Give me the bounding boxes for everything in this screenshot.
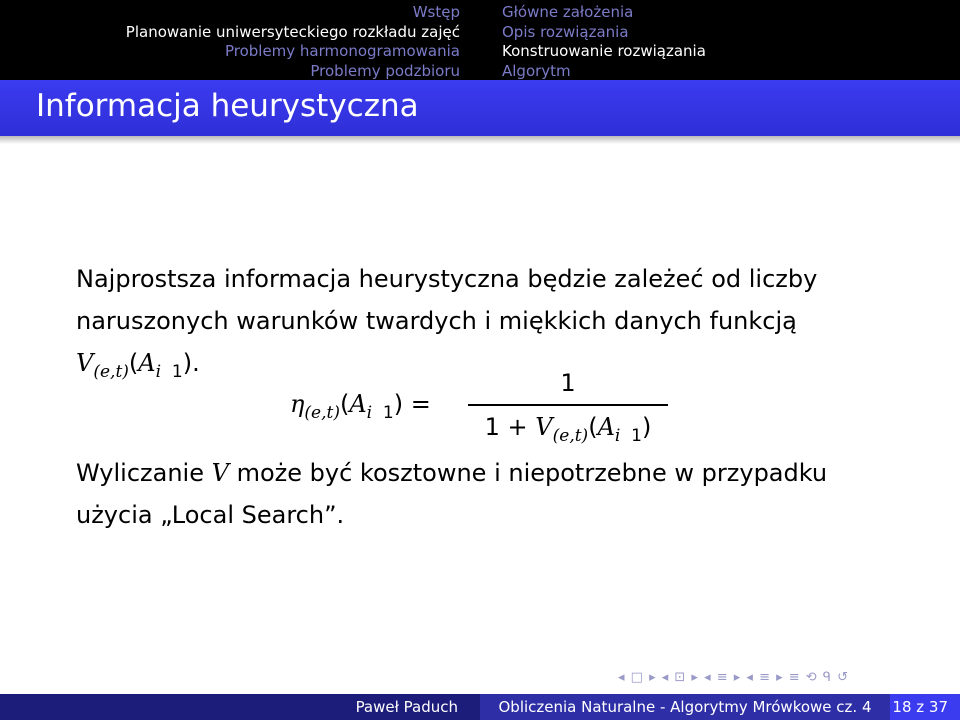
beamer-navigation-icons[interactable]: ◂ □ ▸ ◂ ⊡ ▸ ◂ ≡ ▸ ◂ ≡ ▸ ≡ ⟲ ᑫ ↺ bbox=[618, 670, 849, 685]
fraction-bar bbox=[468, 404, 668, 406]
section-list bbox=[126, 3, 460, 81]
section-link-planowanie[interactable]: Planowanie uniwersyteckiego rozkładu zajęć bbox=[125, 22, 460, 41]
math-V: V bbox=[211, 459, 229, 487]
subsection-list bbox=[502, 3, 706, 81]
math-A: A bbox=[138, 349, 156, 377]
math-paren: ( bbox=[339, 390, 350, 418]
section-link-podzbioru[interactable]: Problemy podzbioru bbox=[310, 61, 460, 80]
math-one: 1 bbox=[171, 362, 183, 382]
paragraph-cost bbox=[76, 452, 827, 536]
math-subscript bbox=[367, 403, 394, 423]
equation-fraction bbox=[468, 364, 668, 444]
math-paren-close: ). bbox=[182, 349, 200, 377]
math-one-plus: 1 + bbox=[484, 413, 536, 441]
text-run: może być kosztowne i niepotrzebne w przypadku bbox=[228, 459, 828, 487]
footer-page-number: 18 z 37 bbox=[892, 698, 948, 716]
footer-page-box bbox=[890, 694, 960, 720]
paragraph-line: naruszonych warunków twardych i miękkich danych funkcją bbox=[76, 307, 797, 335]
math-i: i bbox=[366, 403, 373, 423]
equation-eta bbox=[0, 364, 960, 454]
math-subscript: (e,t) bbox=[552, 426, 589, 446]
math-subscript bbox=[615, 426, 642, 446]
subsection-link-opis[interactable]: Opis rozwiązania bbox=[502, 22, 629, 41]
fraction-numerator: 1 bbox=[560, 369, 576, 397]
math-one: 1 bbox=[631, 426, 642, 446]
paragraph-line: użycia „Local Search”. bbox=[76, 501, 345, 529]
subsection-link-konstruowanie[interactable]: Konstruowanie rozwiązania bbox=[502, 42, 706, 60]
math-i: i bbox=[614, 426, 621, 446]
frame-title-bar bbox=[0, 80, 960, 136]
section-link-wstep[interactable]: Wstęp bbox=[412, 3, 460, 21]
paragraph-line bbox=[76, 452, 827, 494]
math-V: V bbox=[535, 413, 553, 441]
text-run: Wyliczanie bbox=[76, 459, 212, 487]
math-subscript: (e,t) bbox=[93, 362, 129, 382]
math-equals: ) = bbox=[393, 390, 431, 418]
paragraph-line: Najprostsza informacja heurystyczna będzie zależeć od liczby bbox=[76, 265, 818, 293]
frame-title: Informacja heurystyczna bbox=[36, 88, 419, 124]
footer-author-box bbox=[0, 694, 480, 720]
math-subscript: (e,t) bbox=[304, 403, 340, 423]
subsection-link-zalozenia[interactable]: Główne założenia bbox=[502, 3, 634, 21]
math-one: 1 bbox=[382, 403, 394, 423]
math-V: V bbox=[76, 349, 94, 377]
fraction-denominator bbox=[468, 410, 668, 444]
section-link-harmonogramowanie[interactable]: Problemy harmonogramowania bbox=[224, 42, 460, 60]
math-A: A bbox=[597, 413, 615, 441]
footer-title: Obliczenia Naturalne - Algorytmy Mrówkowe cz. 4 bbox=[498, 698, 872, 716]
math-paren: ( bbox=[128, 349, 139, 377]
math-i: i bbox=[155, 362, 162, 382]
math-A: A bbox=[349, 390, 367, 418]
equation-lhs bbox=[290, 390, 431, 423]
math-paren: ( bbox=[588, 413, 598, 441]
footer-title-box bbox=[480, 694, 890, 720]
slide-footer bbox=[0, 694, 960, 720]
footer-author: Paweł Paduch bbox=[355, 698, 458, 716]
math-eta: η bbox=[290, 390, 305, 418]
subsection-link-algorytm[interactable]: Algorytm bbox=[502, 61, 571, 80]
navigation-header bbox=[0, 0, 960, 80]
math-paren-close: ) bbox=[641, 413, 652, 441]
